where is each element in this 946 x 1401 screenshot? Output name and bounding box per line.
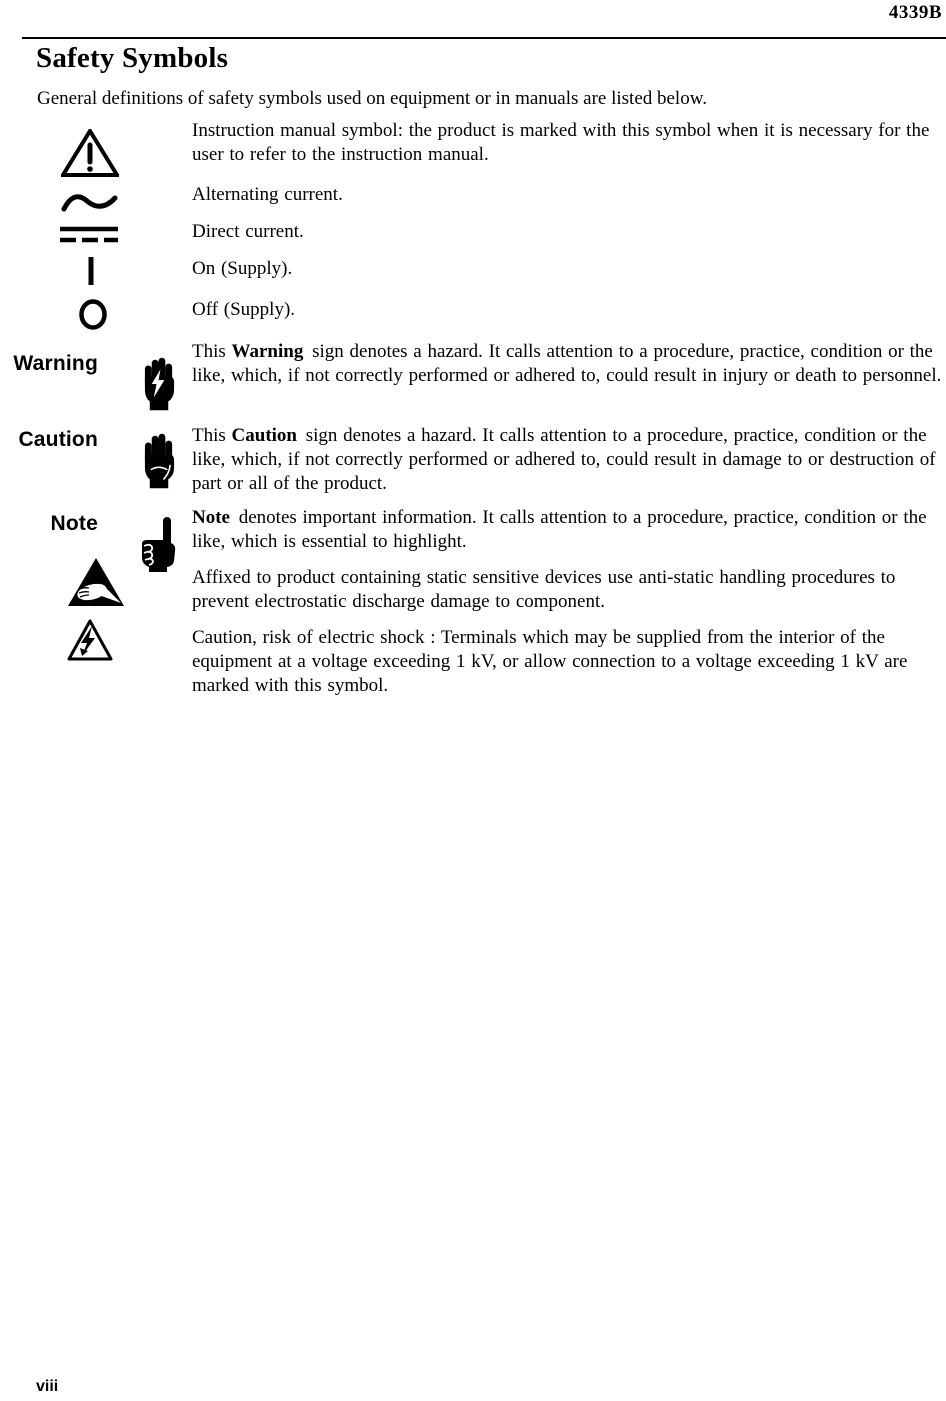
ac-description: Alternating current. xyxy=(192,184,343,205)
caution-hand-icon xyxy=(142,432,177,490)
instruction-description: Instruction manual symbol: the product is marked with this symbol when it is necessary for the user to refer to the instruction manual. xyxy=(192,120,930,165)
off-description: Off (Supply). xyxy=(192,299,296,320)
esd-description: Affixed to product containing static sensitive devices use anti-static handling procedures to prevent electrostatic discharge damage to component. xyxy=(192,567,896,612)
warning-pre: This xyxy=(192,341,232,362)
alternating-current-icon xyxy=(61,190,118,216)
on-description: On (Supply). xyxy=(192,258,293,279)
doc-number: 4339B xyxy=(888,2,942,23)
off-supply-icon xyxy=(78,298,108,331)
note-label: Note xyxy=(50,512,98,535)
instruction-manual-triangle-icon xyxy=(61,129,119,177)
note-hand-icon xyxy=(138,516,178,573)
electric-shock-triangle-icon xyxy=(66,618,114,662)
on-supply-icon xyxy=(87,256,95,286)
note-description xyxy=(192,506,944,554)
warning-keyword: Warning xyxy=(231,341,304,362)
direct-current-icon xyxy=(59,225,119,245)
warning-post: sign denotes a hazard. It calls attention to a procedure, practice, condition or the like, which, if not correctly performed or adhered to, could result in injury or death to personnel. xyxy=(192,341,942,386)
caution-pre: This xyxy=(192,425,232,446)
note-keyword: Note xyxy=(192,507,230,528)
dc-description: Direct current. xyxy=(192,221,304,242)
caution-description xyxy=(192,424,944,496)
warning-description xyxy=(192,340,944,388)
page-number: viii xyxy=(36,1378,59,1395)
caution-keyword: Caution xyxy=(231,425,297,446)
shock-description: Caution, risk of electric shock : Terminals which may be supplied from the interior of the equipment at a voltage exceeding 1 kV, or allow connection to a voltage exceeding 1 kV are marked with this symbol. xyxy=(192,627,908,696)
note-post: denotes important information. It calls attention to a procedure, practice, condition or the like, which is essential to highlight. xyxy=(192,507,927,552)
caution-label: Caution xyxy=(18,428,98,451)
header-rule xyxy=(22,37,946,39)
caution-post: sign denotes a hazard. It calls attention to a procedure, practice, condition or the like, which, if not correctly performed or adhered to, could result in damage to or destruction of part or all of the product. xyxy=(192,425,936,494)
warning-hand-icon xyxy=(142,356,177,412)
intro-text: General definitions of safety symbols used on equipment or in manuals are listed below. xyxy=(37,88,707,109)
page-title: Safety Symbols xyxy=(36,42,229,74)
warning-label: Warning xyxy=(13,352,98,375)
esd-triangle-icon xyxy=(66,556,126,608)
